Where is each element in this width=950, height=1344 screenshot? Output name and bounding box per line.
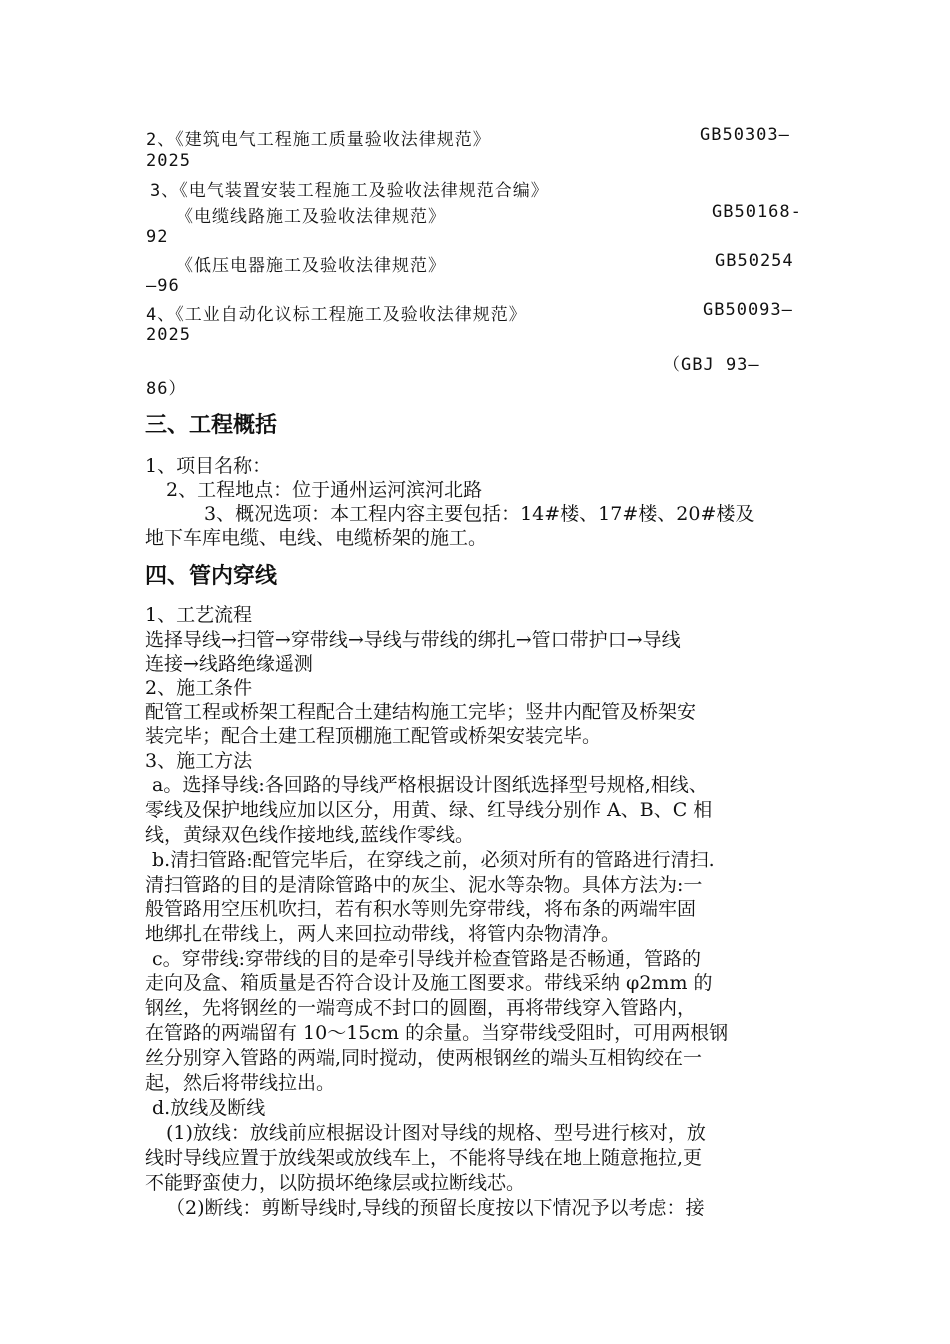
section-3-item-2: 2、工程地点：位于通州运河滨河北路 [166,479,483,501]
reference-code-3: GB50168- [712,202,802,222]
method-c-line-1: c。穿带线:穿带线的目的是牵引导线并检查管路是否畅通，管路的 [152,948,702,970]
reference-year-3: 92 [146,227,169,247]
reference-year-6: 86） [146,379,187,399]
section-4-heading: 四、管内穿线 [145,564,278,589]
method-c-line-3: 钢丝，先将钢丝的一端弯成不封口的圆圈，再将带线穿入管路内， [145,997,697,1019]
method-d2-line-1: （2)断线：剪断导线时,导线的预留长度按以下情况予以考虑：接 [166,1197,705,1219]
reference-code-6: （GBJ 93— [663,355,760,375]
method-b-line-1: b.清扫管路:配管完毕后，在穿线之前，必须对所有的管路进行清扫. [152,849,715,871]
section-3-item-3-line-2: 地下车库电缆、电线、电缆桥架的施工。 [145,527,488,549]
reference-year-5: 2025 [146,325,191,345]
reference-year-1: 2025 [146,151,191,171]
subsection-2-line-1: 配管工程或桥架工程配合土建结构施工完毕；竖井内配管及桥架安 [145,701,697,723]
method-c-line-5: 丝分别穿入管路的两端,同时搅动，使两根钢丝的端头互相钩绞在一 [145,1047,703,1069]
reference-code-1: GB50303— [700,125,790,145]
method-b-line-2: 清扫管路的目的是清除管路中的灰尘、泥水等杂物。具体方法为:一 [145,874,703,896]
method-d-title: d.放线及断线 [152,1097,266,1119]
reference-line-3: 《电缆线路施工及验收法律规范》 [176,207,446,227]
section-3-item-1: 1、项目名称： [145,455,272,477]
reference-code-5: GB50093— [703,300,793,320]
method-b-line-4: 地绑扎在带线上，两人来回拉动带线，将管内杂物清净。 [145,923,621,945]
method-d1-line-1: (1)放线：放线前应根据设计图对导线的规格、型号进行核对，放 [166,1122,706,1144]
subsection-3-title: 3、施工方法 [145,750,253,772]
method-d1-line-3: 不能野蛮使力，以防损坏绝缘层或拉断线芯。 [145,1172,526,1194]
method-a-line-2: 零线及保护地线应加以区分，用黄、绿、红导线分别作 A、B、C 相 [145,799,713,821]
method-c-line-2: 走向及盒、箱质量是否符合设计及施工图要求。带线采纳 φ2mm 的 [145,972,713,994]
subsection-1-line-2: 连接→线路绝缘遥测 [145,653,313,675]
subsection-1-line-1: 选择导线→扫管→穿带线→导线与带线的绑扎→管口带护口→导线 [145,629,681,651]
reference-line-5: 4、《工业自动化议标工程施工及验收法律规范》 [146,305,527,325]
reference-year-4: —96 [146,276,180,296]
reference-line-4: 《低压电器施工及验收法律规范》 [176,256,446,276]
method-b-line-3: 般管路用空压机吹扫，若有积水等则先穿带线，将布条的两端牢固 [145,898,697,920]
method-a-line-1: a。选择导线:各回路的导线严格根据设计图纸选择型号规格,相线、 [152,774,708,796]
section-3-heading: 三、工程概括 [145,413,278,438]
section-3-item-3-line-1: 3、概况选项：本工程内容主要包括：14#楼、17#楼、20#楼及 [204,503,755,525]
reference-line-2: 3、《电气装置安装工程施工及验收法律规范合编》 [150,181,549,201]
reference-line-1: 2、《建筑电气工程施工质量验收法律规范》 [146,130,491,150]
method-a-line-3: 线，黄绿双色线作接地线,蓝线作零线。 [145,824,475,846]
subsection-2-title: 2、施工条件 [145,677,253,699]
method-d1-line-2: 线时导线应置于放线架或放线车上，不能将导线在地上随意拖拉,更 [145,1147,703,1169]
reference-code-4: GB50254 [715,251,794,271]
subsection-1-title: 1、工艺流程 [145,604,253,626]
method-c-line-4: 在管路的两端留有 10～15cm 的余量。当穿带线受阻时，可用两根钢 [145,1022,729,1044]
method-c-line-6: 起，然后将带线拉出。 [145,1072,336,1094]
subsection-2-line-2: 装完毕；配合土建工程顶棚施工配管或桥架安装完毕。 [145,725,602,747]
